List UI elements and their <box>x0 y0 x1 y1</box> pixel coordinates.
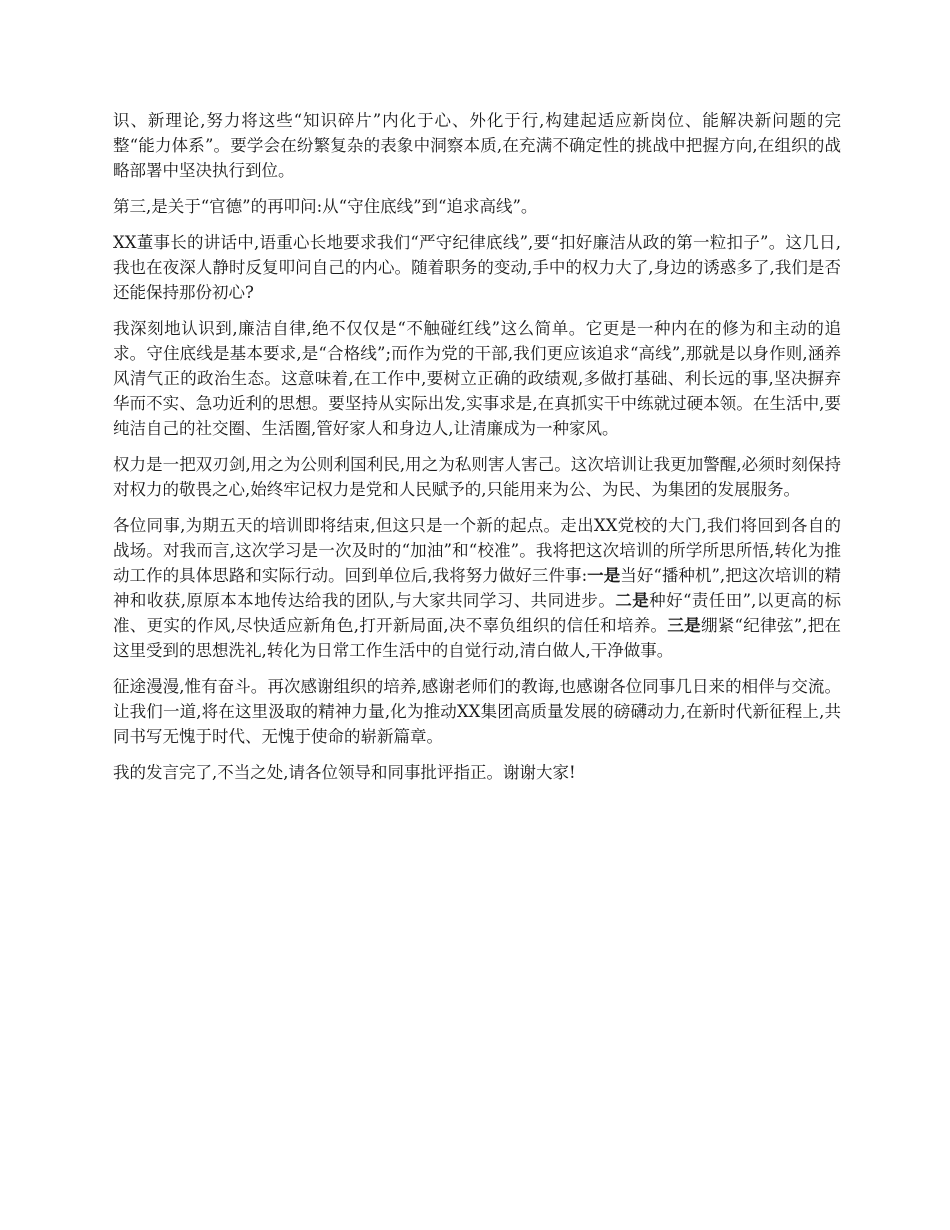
item-text-two: 种好“责任田”,以更高的标准、更实的作风,尽快适应新角色,打开新局面,决不辜负组织的信任和培养。 <box>113 591 841 635</box>
item-text-one: 当好“播种机”,把这次培训的精神和收获,原原本本地传达给我的团队,与大家共同学习、共同进步。 <box>113 566 841 610</box>
paragraph-power: 权力是一把双刃剑,用之为公则利国利民,用之为私则害人害己。这次培训让我更加警醒,必须时刻保持对权力的敬畏之心,始终牢记权力是党和人民赋予的,只能用来为公、为民、为集团的发展服务。 <box>113 455 841 499</box>
section-heading-third: 第三,是关于“官德”的再叩问:从“守住底线”到“追求高线”。 <box>113 197 538 216</box>
item-text-three: 绷紧“纪律弦”,把在这里受到的思想洗礼,转化为日常工作生活中的自觉行动,清白做人,干净做事。 <box>113 616 841 660</box>
paragraph-chairman-speech: XX董事长的讲话中,语重心长地要求我们“严守纪律底线”,要“扣好廉洁从政的第一粒扣子”。这几日,我也在夜深人静时反复叩问自己的内心。随着职务的变动,手中的权力大了,身边的诱惑多了,我们是否还能保持那份初心? <box>113 233 841 302</box>
three-things-intro: 各位同事,为期五天的培训即将结束,但这只是一个新的起点。走出XX党校的大门,我们将回到各自的战场。对我而言,这次学习是一次及时的“加油”和“校准”。我将把这次培训的所学所思所悟,转化为推动工作的具体思路和实际行动。回到单位后,我将努力做好三件事: <box>113 516 841 585</box>
paragraph-integrity: 我深刻地认识到,廉洁自律,绝不仅仅是“不触碰红线”这么简单。它更是一种内在的修为和主动的追求。守住底线是基本要求,是“合格线”;而作为党的干部,我们更应该追求“高线”,那就是以身作则,涵养风清气正的政治生态。这意味着,在工作中,要树立正确的政绩观,多做打基础、利长远的事,坚决摒弃华而不实、急功近利的思想。要坚持从实际出发,实事求是,在真抓实干中练就过硬本领。在生活中,要纯洁自己的社交圈、生活圈,管好家人和身边人,让清廉成为一种家风。 <box>113 319 841 438</box>
paragraph-three-things <box>113 513 841 663</box>
document-page <box>113 108 841 796</box>
paragraph-closing-thanks: 征途漫漫,惟有奋斗。再次感谢组织的培养,感谢老师们的教诲,也感谢各位同事几日来的相伴与交流。让我们一道,将在这里汲取的精神力量,化为推动XX集团高质量发展的磅礴动力,在新时代新征程上,共同书写无愧于时代、无愧于使命的崭新篇章。 <box>113 677 841 746</box>
paragraph-continuation: 识、新理论,努力将这些“知识碎片”内化于心、外化于行,构建起适应新岗位、能解决新问题的完整“能力体系”。要学会在纷繁复杂的表象中洞察本质,在充满不确定性的挑战中把握方向,在组织的战略部署中坚决执行到位。 <box>113 111 841 180</box>
item-label-three: 三是 <box>667 616 701 635</box>
item-label-one: 一是 <box>587 566 621 585</box>
paragraph-final-remark: 我的发言完了,不当之处,请各位领导和同事批评指正。谢谢大家! <box>113 763 576 782</box>
item-label-two: 二是 <box>615 591 650 610</box>
